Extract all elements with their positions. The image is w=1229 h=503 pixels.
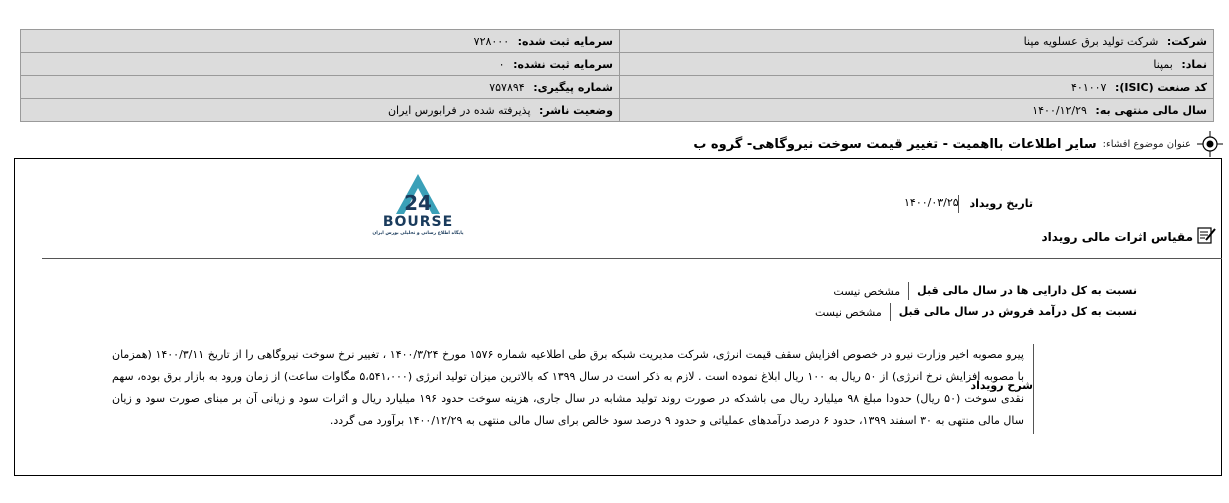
isic-label: کد صنعت (ISIC): <box>1114 80 1207 94</box>
company-info-table <box>20 29 1214 122</box>
bourse-logo-mark <box>372 170 464 216</box>
assets-ratio-value: مشخص نیست <box>833 284 901 298</box>
financial-impact-title <box>1042 226 1217 247</box>
logo-subtitle: پایگاه اطلاع رسانی و تحلیلی بورس ایران <box>372 231 464 236</box>
impact-title-text: مقیاس اثرات مالی رویداد <box>1041 229 1193 244</box>
logo-name: BOURSE <box>382 214 454 230</box>
fiscal-year-label: سال مالی منتهی به: <box>1095 103 1207 117</box>
revenue-ratio-label: نسبت به کل درآمد فروش در سال مالی قبل <box>890 303 1137 321</box>
registered-capital-cell <box>21 30 620 53</box>
unregistered-capital-label: سرمایه ثبت نشده: <box>513 57 613 71</box>
info-row-4 <box>21 99 1214 122</box>
info-row-1 <box>21 30 1214 53</box>
assets-ratio-label: نسبت به کل دارایی ها در سال مالی قبل <box>908 282 1137 300</box>
symbol-cell <box>620 53 1214 76</box>
section-divider <box>42 258 1222 259</box>
tracking-cell <box>21 76 620 99</box>
publisher-status-label: وضعیت ناشر: <box>539 103 613 117</box>
registered-capital-label: سرمایه ثبت شده: <box>517 34 613 48</box>
tracking-value: ۷۵۷۸۹۴ <box>489 80 525 94</box>
symbol-value: بمپنا <box>1153 57 1173 71</box>
isic-value: ۴۰۱۰۰۷ <box>1071 80 1107 94</box>
company-value: شرکت تولید برق عسلویه مپنا <box>1023 34 1159 48</box>
description-label: شرح رویداد <box>970 379 1033 392</box>
tracking-label: شماره پیگیری: <box>533 80 613 94</box>
publisher-status-cell <box>21 99 620 122</box>
assets-ratio-row <box>833 282 1137 300</box>
event-date-row <box>958 195 1033 213</box>
edit-document-icon <box>1197 226 1217 247</box>
target-icon <box>1197 131 1223 157</box>
unregistered-capital-cell <box>21 53 620 76</box>
unregistered-capital-value: ۰ <box>498 57 505 71</box>
company-label: شرکت: <box>1166 34 1207 48</box>
disclosure-subject <box>693 131 1223 157</box>
info-row-2 <box>21 53 1214 76</box>
info-row-3 <box>21 76 1214 99</box>
description-divider <box>1033 344 1034 434</box>
fiscal-year-value: ۱۴۰۰/۱۲/۲۹ <box>1032 103 1087 117</box>
revenue-ratio-row <box>815 303 1137 321</box>
description-text: پیرو مصوبه اخیر وزارت نیرو در خصوص افزایش سقف قیمت انرژی، شرکت مدیریت شبکه برق طی اطلاعیه شماره ۱۵۷۶ مورخ ۱۴۰۰/۳/۲۴ ، تغییر نرخ سوخت نیروگاهی را از تاریخ ۱۴۰۰/۳/۱۱ (همزمان با مصوبه افزایش نرخ انرژی) از ۵۰ ریال به ۱۰۰ ریال ابلاغ نموده است . لازم به ذکر است در سال ۱۳۹۹ که بالاترین میزان تولید انرژی (۵،۵۴۱،۰۰۰ مگاوات ساعت) از زمان ورود به بازار برق بوده، سهم نقدی سوخت (۵۰ ریال) حدودا مبلغ ۹۸ میلیارد ریال می باشدکه در صورت روند تولید مشابه در سال جاری، هزینه سوخت حدود ۱۹۶ میلیارد ریال و اثرات سود و زیانی آن بر مبنای صورت سود و زیان سال مالی منتهی به ۳۰ اسفند ۱۳۹۹، حدود ۶ درصد درآمدهای عملیاتی و حدود ۹ درصد سود خالص برای سال مالی منتهی به ۱۴۰۰/۱۲/۲۹ برآورد می گردد. <box>112 348 1025 427</box>
event-frame-bottom-border <box>14 475 1222 476</box>
subject-value: سایر اطلاعات بااهمیت - تغییر قیمت سوخت نیروگاهی- گروه ب <box>693 136 1097 152</box>
company-cell <box>620 30 1214 53</box>
isic-cell <box>620 76 1214 99</box>
symbol-label: نماد: <box>1181 57 1207 71</box>
publisher-status-value: پذیرفته شده در فرابورس ایران <box>387 103 531 117</box>
bourse-logo <box>372 170 464 242</box>
event-date-label: تاریخ رویداد <box>958 195 1033 213</box>
revenue-ratio-value: مشخص نیست <box>814 305 882 319</box>
registered-capital-value: ۷۲۸۰۰۰ <box>473 34 510 48</box>
fiscal-year-cell <box>620 99 1214 122</box>
event-date-value: ۱۴۰۰/۰۳/۲۵ <box>904 196 959 209</box>
subject-label: عنوان موضوع افشاء: <box>1102 138 1191 150</box>
svg-text:24: 24 <box>404 191 432 215</box>
